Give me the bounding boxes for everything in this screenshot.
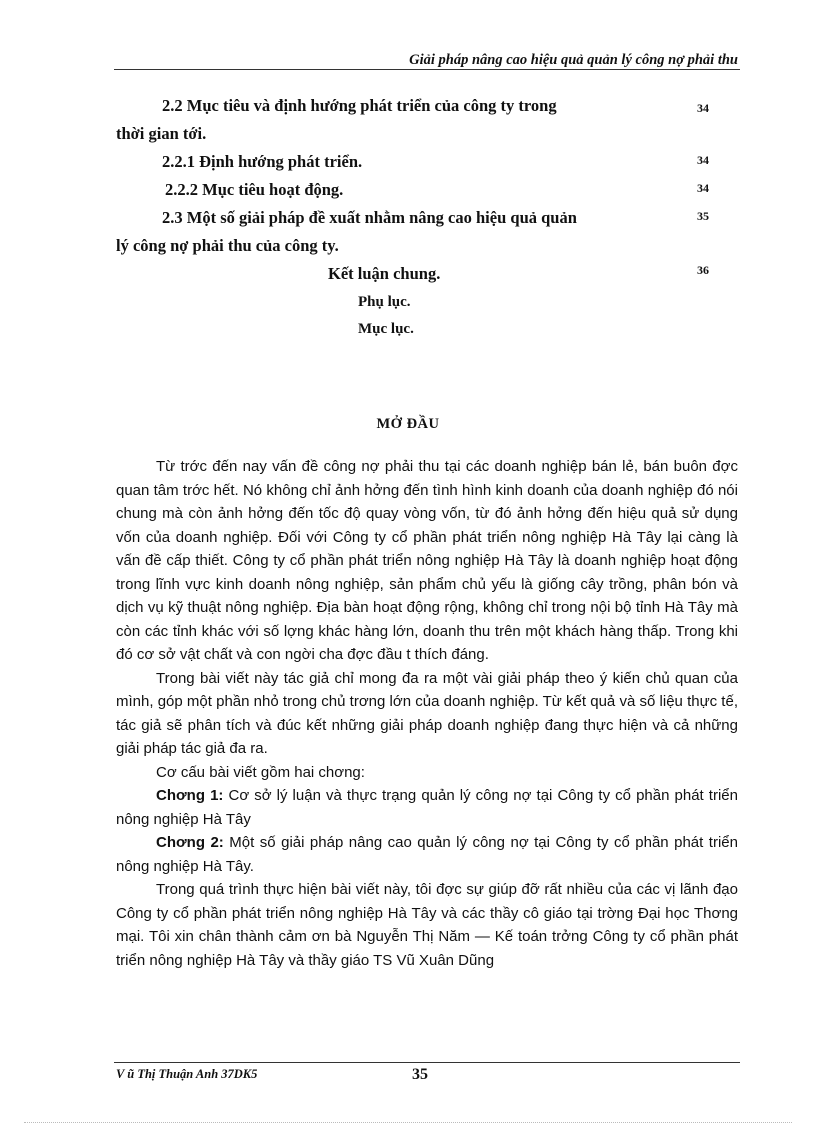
toc-entry-text: lý công nợ phải thu của công ty. bbox=[116, 236, 339, 255]
paragraph: Trong quá trình thực hiện bài viết này, tôi đợc sự giúp đỡ rất nhiều của các vị lãnh đạo Công ty cổ phần phát triển nông nghiệp Hà Tây và các thầy cô giáo tại trờng Đại học Thơng mại. Tôi xin chân thành cảm ơn bà Nguyễn Thị Năm — Kế toán trởng Công ty cổ phần phát triển nông nghiệp Hà Tây và thầy giáo TS Vũ Xuân Dũng bbox=[116, 881, 738, 969]
toc-entry-text: 2.3 Một số giải pháp đề xuất nhằm nâng cao hiệu quả quản bbox=[162, 208, 577, 227]
toc-entry-text: Mục lục. bbox=[358, 321, 414, 337]
toc-entry-page: 35 bbox=[697, 209, 709, 223]
chapter-summary bbox=[116, 831, 738, 878]
chapter-description: Cơ sở lý luận và thực trạng quản lý công nợ tại Công ty cổ phần phát triển nông nghiệp Hà Tây bbox=[116, 787, 738, 828]
chapter-label: Chơng 2: bbox=[156, 834, 224, 851]
header-divider bbox=[114, 69, 740, 70]
toc-entry-text: Kết luận chung. bbox=[328, 264, 441, 283]
paragraph: Trong bài viết này tác giả chỉ mong đa ra một vài giải pháp theo ý kiến chủ quan của mình, góp một phần nhỏ trong chủ trơng lớn của doanh nghiệp. Từ kết quả và số liệu thực tế, tác giả sẽ phân tích và đúc kết những giải pháp doanh nghiệp đang thực hiện và cả những giải pháp tác giả đa ra. bbox=[116, 669, 738, 757]
running-header-title: Giải pháp nâng cao hiệu quả quản lý công nợ phải thu bbox=[409, 52, 738, 68]
toc-entry-text: Phụ lục. bbox=[358, 294, 411, 310]
body-text bbox=[116, 455, 738, 972]
toc-entry-text: 2.2.2 Mục tiêu hoạt động. bbox=[165, 180, 344, 199]
chapter-description: Một số giải pháp nâng cao quản lý công nợ tại Công ty cổ phần phát triển nông nghiệp Hà Tây. bbox=[116, 834, 738, 875]
toc-entry-page: 36 bbox=[697, 263, 709, 277]
toc-entry-text: 2.2 Mục tiêu và định hướng phát triển của công ty trong bbox=[162, 96, 557, 115]
toc-entry-text: thời gian tới. bbox=[116, 124, 207, 143]
paragraph: Cơ cấu bài viết gồm hai chơng: bbox=[156, 763, 365, 781]
chapter-label: Chơng 1: bbox=[156, 787, 224, 804]
paragraph: Từ trớc đến nay vấn đề công nợ phải thu tại các doanh nghiệp bán lẻ, bán buôn đợc quan tâm trớc hết. Nó không chỉ ảnh hởng đến tình hình kinh doanh của doanh nghiệp đó nói chung mà còn ảnh hởng đến tốc độ quay vòng vốn, từ đó ảnh hởng đến hiệu quả sử dụng vốn của doanh nghiệp. Đối với Công ty cổ phần phát triển nông nghiệp Hà Tây lại càng là vấn đề cấp thiết. Công ty cổ phần phát triển nông nghiệp Hà Tây là doanh nghiệp hoạt động trong lĩnh vực kinh doanh nông nghiệp, sản phẩm chủ yếu là giống cây trồng, phân bón và dịch vụ kỹ thuật nông nghiệp. Địa bàn hoạt động rộng, không chỉ trong nội bộ tỉnh Hà Tây mà còn các tỉnh khác với số lợng khác hàng lớn, doanh thu trên một khách hàng thấp. Trong khi đó cơ sở vật chất và con ngời cha đợc đầu t thích đáng. bbox=[116, 458, 738, 663]
toc-entry-text: 2.2.1 Định hướng phát triển. bbox=[162, 152, 363, 171]
page-number: 35 bbox=[412, 1066, 428, 1083]
footer-divider bbox=[114, 1062, 740, 1063]
chapter-summary bbox=[116, 784, 738, 831]
section-title: MỞ ĐẦU bbox=[376, 416, 440, 432]
toc-entry-page: 34 bbox=[697, 153, 709, 167]
toc-entry-page: 34 bbox=[697, 101, 709, 115]
footer-author: V ũ Thị Thuận Anh 37DK5 bbox=[116, 1067, 258, 1081]
toc-entry-page: 34 bbox=[697, 181, 709, 195]
